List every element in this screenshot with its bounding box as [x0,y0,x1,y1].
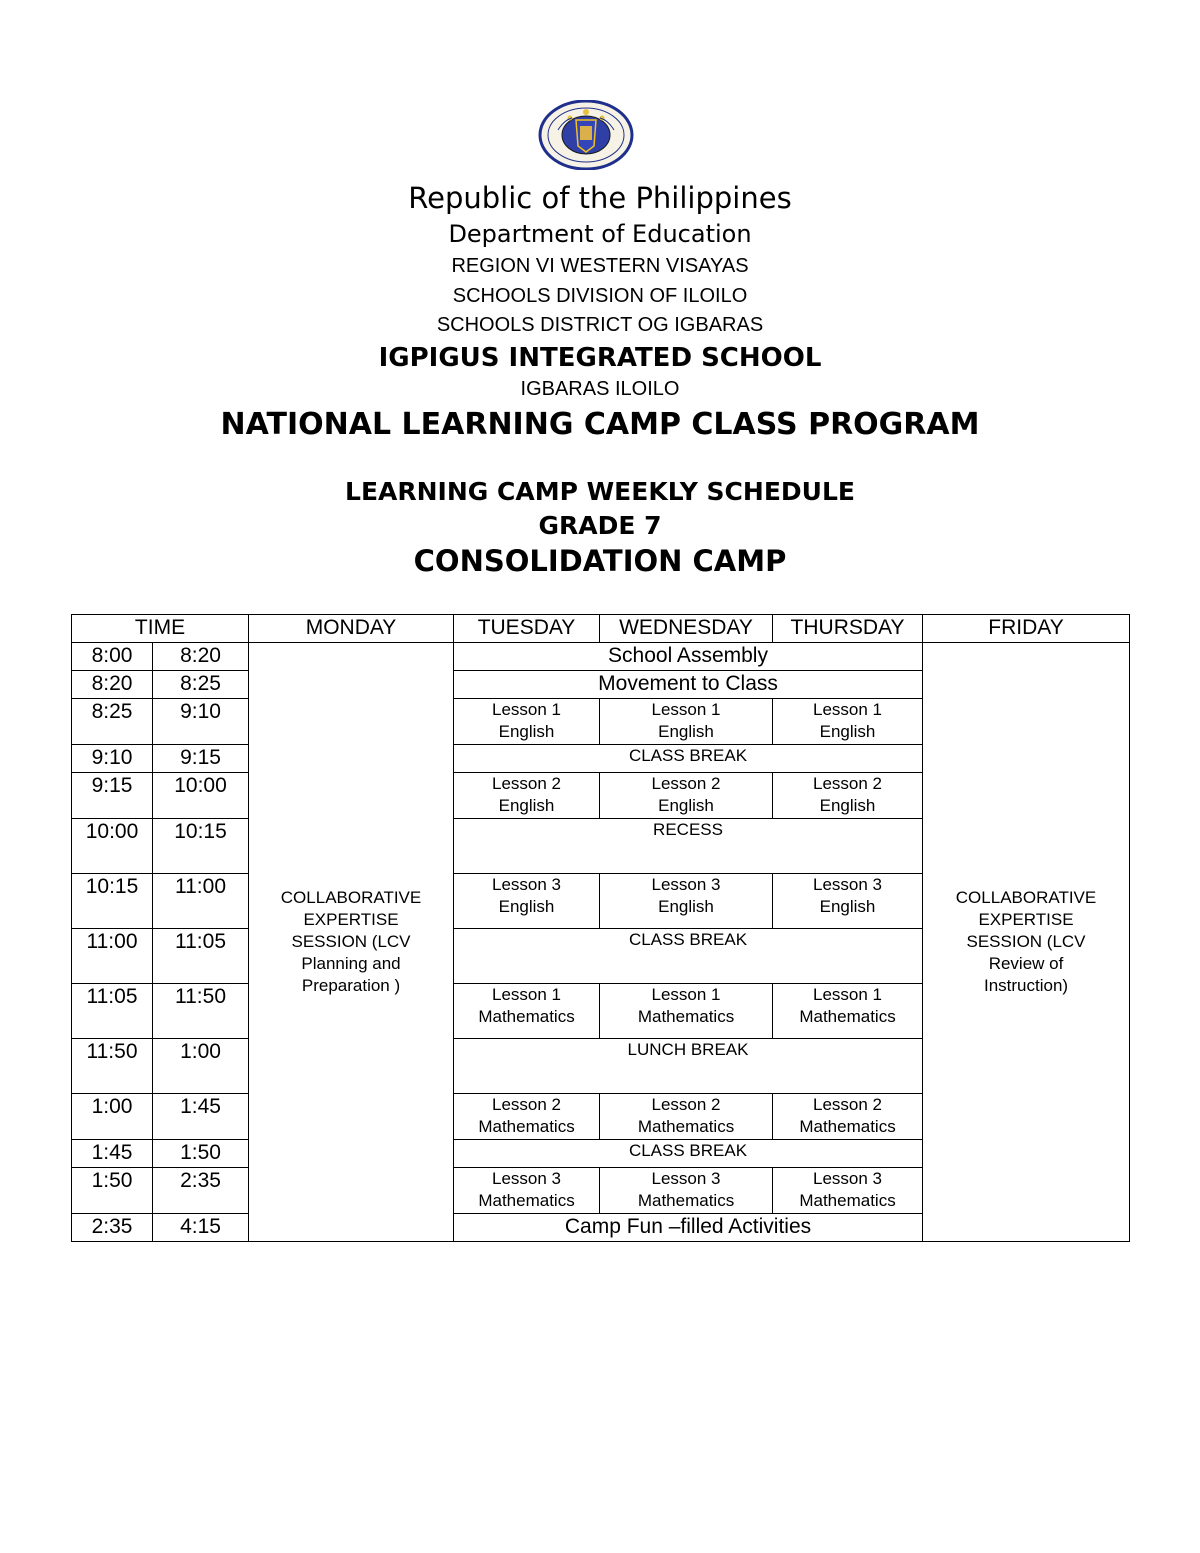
lesson-subject: English [498,796,555,815]
schedule-span-cell: Camp Fun –filled Activities [454,1214,923,1242]
lesson-label: Lesson 1 [492,985,562,1004]
lesson-cell-wednesday [600,874,773,929]
time-end: 10:15 [153,819,249,874]
lesson-subject: Mathematics [799,1191,896,1210]
lesson-label: Lesson 1 [651,700,721,719]
lesson-subject: English [819,897,876,916]
lesson-label: Lesson 1 [813,985,883,1004]
time-start: 1:50 [72,1168,153,1214]
table-row [72,643,1130,671]
time-start: 8:20 [72,671,153,699]
lesson-subject: English [658,722,714,741]
lesson-label: Lesson 2 [492,1095,562,1114]
header-friday: FRIDAY [923,615,1130,643]
lesson-label: Lesson 3 [813,1169,883,1188]
friday-session-line: COLLABORATIVE [955,888,1097,907]
header-division: SCHOOLS DIVISION OF ILOILO [452,285,748,307]
time-start: 11:00 [72,929,153,984]
lesson-cell-tuesday [454,699,600,745]
lesson-cell-tuesday [454,874,600,929]
lesson-cell-tuesday [454,1168,600,1214]
schedule-span-cell: CLASS BREAK [454,745,923,773]
monday-session-line: Preparation ) [301,976,401,995]
time-start: 10:00 [72,819,153,874]
header-tuesday: TUESDAY [454,615,600,643]
schedule-span-cell: School Assembly [454,643,923,671]
time-end: 8:20 [153,643,249,671]
lesson-label: Lesson 1 [492,700,562,719]
lesson-label: Lesson 1 [813,700,883,719]
lesson-cell-wednesday [600,1094,773,1140]
header-region: REGION VI WESTERN VISAYAS [451,255,749,277]
time-start: 1:45 [72,1140,153,1168]
lesson-cell-tuesday [454,1094,600,1140]
camp-title: CONSOLIDATION CAMP [413,544,787,578]
lesson-cell-thursday [773,874,923,929]
time-start: 8:25 [72,699,153,745]
header-republic: Republic of the Philippines [408,181,792,215]
schedule-span-cell: CLASS BREAK [454,929,923,984]
time-start: 10:15 [72,874,153,929]
monday-session-line: EXPERTISE [303,910,399,929]
time-end: 10:00 [153,773,249,819]
lesson-subject: Mathematics [799,1007,896,1026]
lesson-cell-thursday [773,699,923,745]
school-name: IGPIGUS INTEGRATED SCHOOL [378,343,822,373]
lesson-subject: English [819,796,876,815]
monday-session-line: COLLABORATIVE [280,888,422,907]
lesson-cell-wednesday [600,984,773,1039]
time-end: 9:10 [153,699,249,745]
friday-session-line: Instruction) [983,976,1069,995]
friday-session-line: EXPERTISE [978,910,1074,929]
time-start: 8:00 [72,643,153,671]
monday-session-line: SESSION (LCV [291,932,411,951]
time-start: 9:10 [72,745,153,773]
lesson-cell-tuesday [454,984,600,1039]
lesson-subject: Mathematics [799,1117,896,1136]
time-end: 11:50 [153,984,249,1039]
lesson-cell-thursday [773,984,923,1039]
time-end: 11:05 [153,929,249,984]
time-end: 4:15 [153,1214,249,1242]
time-start: 11:05 [72,984,153,1039]
lesson-label: Lesson 3 [813,875,883,894]
lesson-subject: Mathematics [637,1117,735,1136]
friday-session-line: SESSION (LCV [966,932,1086,951]
header-district: SCHOOLS DISTRICT OG IGBARAS [436,314,764,336]
time-start: 9:15 [72,773,153,819]
lesson-label: Lesson 3 [492,875,562,894]
schedule-span-cell: RECESS [454,819,923,874]
lesson-subject: Mathematics [637,1007,735,1026]
lesson-label: Lesson 2 [651,1095,721,1114]
program-title: NATIONAL LEARNING CAMP CLASS PROGRAM [220,407,980,442]
lesson-subject: Mathematics [478,1117,575,1136]
time-end: 8:25 [153,671,249,699]
schedule-span-cell: CLASS BREAK [454,1140,923,1168]
lesson-subject: English [819,722,876,741]
time-start: 1:00 [72,1094,153,1140]
lesson-label: Lesson 3 [492,1169,562,1188]
header-department: Department of Education [448,220,752,248]
lesson-cell-tuesday [454,773,600,819]
friday-session [923,643,1130,1242]
lesson-label: Lesson 2 [651,774,721,793]
time-end: 2:35 [153,1168,249,1214]
schedule-table [71,614,1130,1242]
monday-session-line: Planning and [301,954,401,973]
time-end: 1:00 [153,1039,249,1094]
lesson-cell-thursday [773,773,923,819]
lesson-subject: English [498,722,555,741]
schedule-span-cell: LUNCH BREAK [454,1039,923,1094]
lesson-subject: Mathematics [478,1007,575,1026]
lesson-cell-thursday [773,1168,923,1214]
friday-session-line: Review of [988,954,1064,973]
schedule-span-cell: Movement to Class [454,671,923,699]
lesson-label: Lesson 3 [651,1169,721,1188]
time-end: 1:50 [153,1140,249,1168]
time-end: 1:45 [153,1094,249,1140]
deped-seal-logo [538,100,634,170]
lesson-label: Lesson 1 [651,985,721,1004]
lesson-subject: English [658,796,714,815]
header-time: TIME [72,615,249,643]
schedule-title: LEARNING CAMP WEEKLY SCHEDULE [345,477,855,506]
header-monday: MONDAY [249,615,454,643]
table-header-row [72,615,1130,643]
lesson-cell-wednesday [600,773,773,819]
header-wednesday: WEDNESDAY [600,615,773,643]
header-thursday: THURSDAY [773,615,923,643]
lesson-cell-wednesday [600,699,773,745]
lesson-subject: English [498,897,555,916]
lesson-subject: Mathematics [478,1191,575,1210]
monday-session [249,643,454,1242]
time-end: 11:00 [153,874,249,929]
lesson-cell-thursday [773,1094,923,1140]
grade-label: GRADE 7 [538,511,662,540]
lesson-label: Lesson 3 [651,875,721,894]
lesson-label: Lesson 2 [813,774,883,793]
lesson-subject: English [658,897,714,916]
lesson-label: Lesson 2 [813,1095,883,1114]
lesson-cell-wednesday [600,1168,773,1214]
lesson-label: Lesson 2 [492,774,562,793]
time-end: 9:15 [153,745,249,773]
school-address: IGBARAS ILOILO [520,378,680,400]
lesson-subject: Mathematics [637,1191,735,1210]
time-start: 2:35 [72,1214,153,1242]
time-start: 11:50 [72,1039,153,1094]
